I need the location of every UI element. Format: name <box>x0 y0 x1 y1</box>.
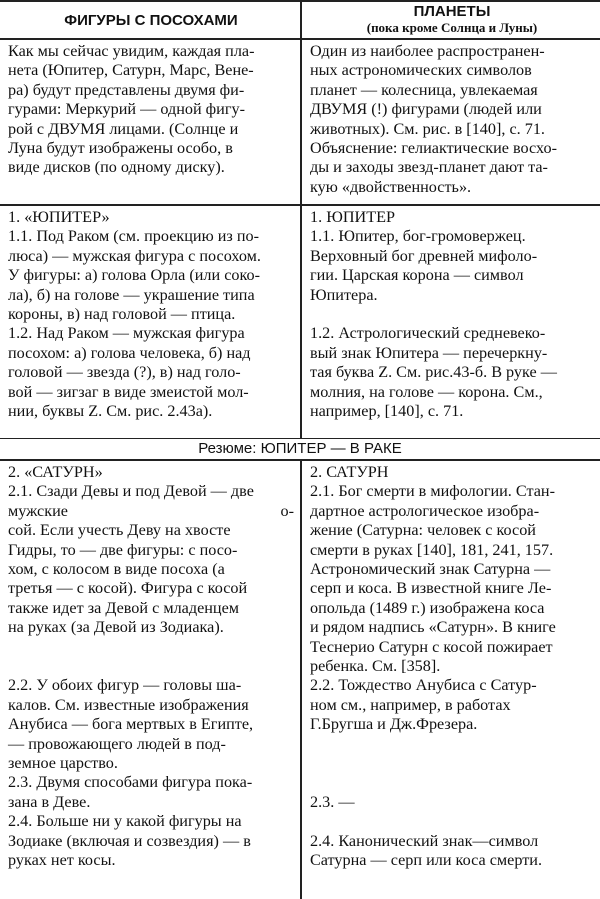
text-line: хом, с колосом в виде посоха (а <box>8 560 225 579</box>
intro-right <box>302 40 600 204</box>
saturn-21-right <box>310 482 594 676</box>
text-line: 2.3. Двумя способами фигура пока- <box>8 773 253 792</box>
text-line: люса) — мужская фигура с посохом. <box>8 246 261 265</box>
text-line: гурами: Меркурий — одной фигу- <box>8 100 245 119</box>
text-line: нета (Юпитер, Сатурн, Марс, Вене- <box>8 61 254 80</box>
header-right-subtitle: (пока кроме Солнца и Луны) <box>366 20 538 35</box>
text-line: дартное астрологическое изобра- <box>310 501 540 520</box>
summary-line: Резюме: ЮПИТЕР — В РАКЕ <box>0 438 600 461</box>
jupiter-left <box>0 206 302 438</box>
saturn-21-left-b2: о- <box>280 501 294 520</box>
table-header <box>0 0 600 40</box>
text-line: животных). См. рис. в [140], с. 71. <box>310 119 545 138</box>
text-line: Сатурна — серп или коса смерти. <box>310 851 542 870</box>
text-line: 1. «ЮПИТЕР» <box>8 208 110 226</box>
saturn-23-right <box>310 793 594 812</box>
text-line: смерти в руках [140], 181, 241, 157. <box>310 540 554 559</box>
text-line: рой с ДВУМЯ лицами. (Солнце и <box>8 119 239 138</box>
text-line: ребенка. См. [358]. <box>310 657 441 676</box>
text-line: гии. Царская корона — символ <box>310 266 524 285</box>
text-line: 1.1. Юпитер, бог-громовержец. <box>310 227 526 246</box>
text-line: зана в Деве. <box>8 792 91 811</box>
text-line: нии, буквы Z. См. рис. 2.43а). <box>8 402 213 421</box>
text-line: — провожающего людей в под- <box>8 734 226 753</box>
text-line: кую «двойственность». <box>310 177 472 196</box>
text-line: например, [140], с. 71. <box>310 402 464 421</box>
text-line: головой — звезда (?), в) над голо- <box>8 363 241 382</box>
text-line: серп и коса. В известной книге Ле- <box>310 579 552 598</box>
text-line: 1. ЮПИТЕР <box>310 208 395 226</box>
text-line: ном см., например, в работах <box>310 695 511 714</box>
text-line: планет — колесница, увлекаемая <box>310 80 538 99</box>
text-line: Теснерио Сатурн с косой пожирает <box>310 637 553 656</box>
jupiter-right <box>302 206 600 438</box>
saturn-23-left <box>8 773 294 812</box>
text-line: Юпитера. <box>310 285 378 304</box>
text-line: 2.4. Больше ни у какой фигуры на <box>8 812 242 831</box>
saturn-24-left <box>8 812 294 870</box>
text-line: виде дисков (по одному диску). <box>8 158 225 177</box>
saturn-title-right: 2. САТУРН <box>310 463 389 481</box>
saturn-24-right <box>310 832 594 871</box>
text-line: руках нет косы. <box>8 851 116 870</box>
text-line: также идет за Девой с младенцем <box>8 598 240 617</box>
saturn-right <box>302 461 600 899</box>
text-line: 2.2. Тождество Анубиса с Сатур- <box>310 676 537 695</box>
saturn-22-right <box>310 676 594 734</box>
text-line: сой. Если учесть Деву на хвосте <box>8 521 231 540</box>
text-line: короны, в) над головой — птица. <box>8 305 236 324</box>
saturn-21-left-b <box>8 502 294 521</box>
text-line: Зодиаке (включая и созвездия) — в <box>8 831 251 850</box>
text-line: Верховный бог древней мифоло- <box>310 246 538 265</box>
text-line: 1.1. Под Раком (см. проекцию из по- <box>8 227 259 246</box>
text-line: земное царство. <box>8 754 118 773</box>
text-line: ра) будут представлены двумя фи- <box>8 80 245 99</box>
saturn-title-left: 2. «САТУРН» <box>8 463 103 481</box>
text-line: Луна будут изображены особо, в <box>8 139 233 158</box>
saturn-left <box>0 461 302 899</box>
intro-row <box>0 40 600 206</box>
text-line: жение (Сатурна: человек с косой <box>310 521 536 540</box>
text-line: молния, на голове — корона. См., <box>310 382 543 401</box>
text-line: на руках (за Девой из Зодиака). <box>8 618 224 637</box>
saturn-row <box>0 461 600 899</box>
text-line: 2.1. Бог смерти в мифологии. Стан- <box>310 482 555 501</box>
text-line: 1.2. Астрологический средневеко- <box>310 324 546 343</box>
text-line: и рядом надпись «Сатурн». В книге <box>310 618 556 637</box>
text-line: третья — с косой). Фигура с косой <box>8 579 248 598</box>
text-line: вый знак Юпитера — перечеркну- <box>310 343 548 362</box>
text-line: ДВУМЯ (!) фигурами (людей или <box>310 100 542 119</box>
saturn-21-left-b1: мужские <box>8 501 68 520</box>
text-line: посохом: а) голова человека, б) над <box>8 343 251 362</box>
saturn-22-left <box>8 676 294 773</box>
text-line: опольда (1489 г.) изображена коса <box>310 598 545 617</box>
text-line: Астрономический знак Сатурна — <box>310 560 551 579</box>
saturn-21-left-body <box>8 521 294 637</box>
text-line: 2.4. Канонический знак—символ <box>310 831 539 850</box>
header-right-title: ПЛАНЕТЫ <box>413 3 491 20</box>
text-line: 2.2. У обоих фигур — головы ша- <box>8 676 242 695</box>
text-line: Как мы сейчас увидим, каждая пла- <box>8 42 255 60</box>
text-line: Гидры, то — две фигуры: с посо- <box>8 540 238 559</box>
text-line: ла), б) на голове — украшение типа <box>8 285 255 304</box>
header-right <box>302 2 600 38</box>
text-line: 1.2. Над Раком — мужская фигура <box>8 324 245 343</box>
text-line: Объяснение: гелиактические восхо- <box>310 139 557 158</box>
header-left-title: ФИГУРЫ С ПОСОХАМИ <box>64 11 238 29</box>
jupiter-row <box>0 206 600 438</box>
text-line: У фигуры: а) голова Орла (или соко- <box>8 266 261 285</box>
text-line: Один из наиболее распространен- <box>310 42 545 60</box>
text-line: ды и заходы звезд-планет дают та- <box>310 158 548 177</box>
text-line: калов. См. известные изображения <box>8 695 249 714</box>
text-line: тая буква Z. См. рис.43-б. В руке — <box>310 363 557 382</box>
text-line: Г.Бругша и Дж.Фрезера. <box>310 715 478 734</box>
text-line: Анубиса — бога мертвых в Египте, <box>8 715 254 734</box>
header-left <box>0 2 302 38</box>
text-line <box>310 305 594 324</box>
text-line: вой — зигзаг в виде змеистой мол- <box>8 382 249 401</box>
saturn-21-left-a: 2.1. Сзади Девы и под Девой — две <box>8 482 254 501</box>
intro-left <box>0 40 302 204</box>
text-line: ных астрономических символов <box>310 61 532 80</box>
text-line: 2.3. — <box>310 792 355 811</box>
